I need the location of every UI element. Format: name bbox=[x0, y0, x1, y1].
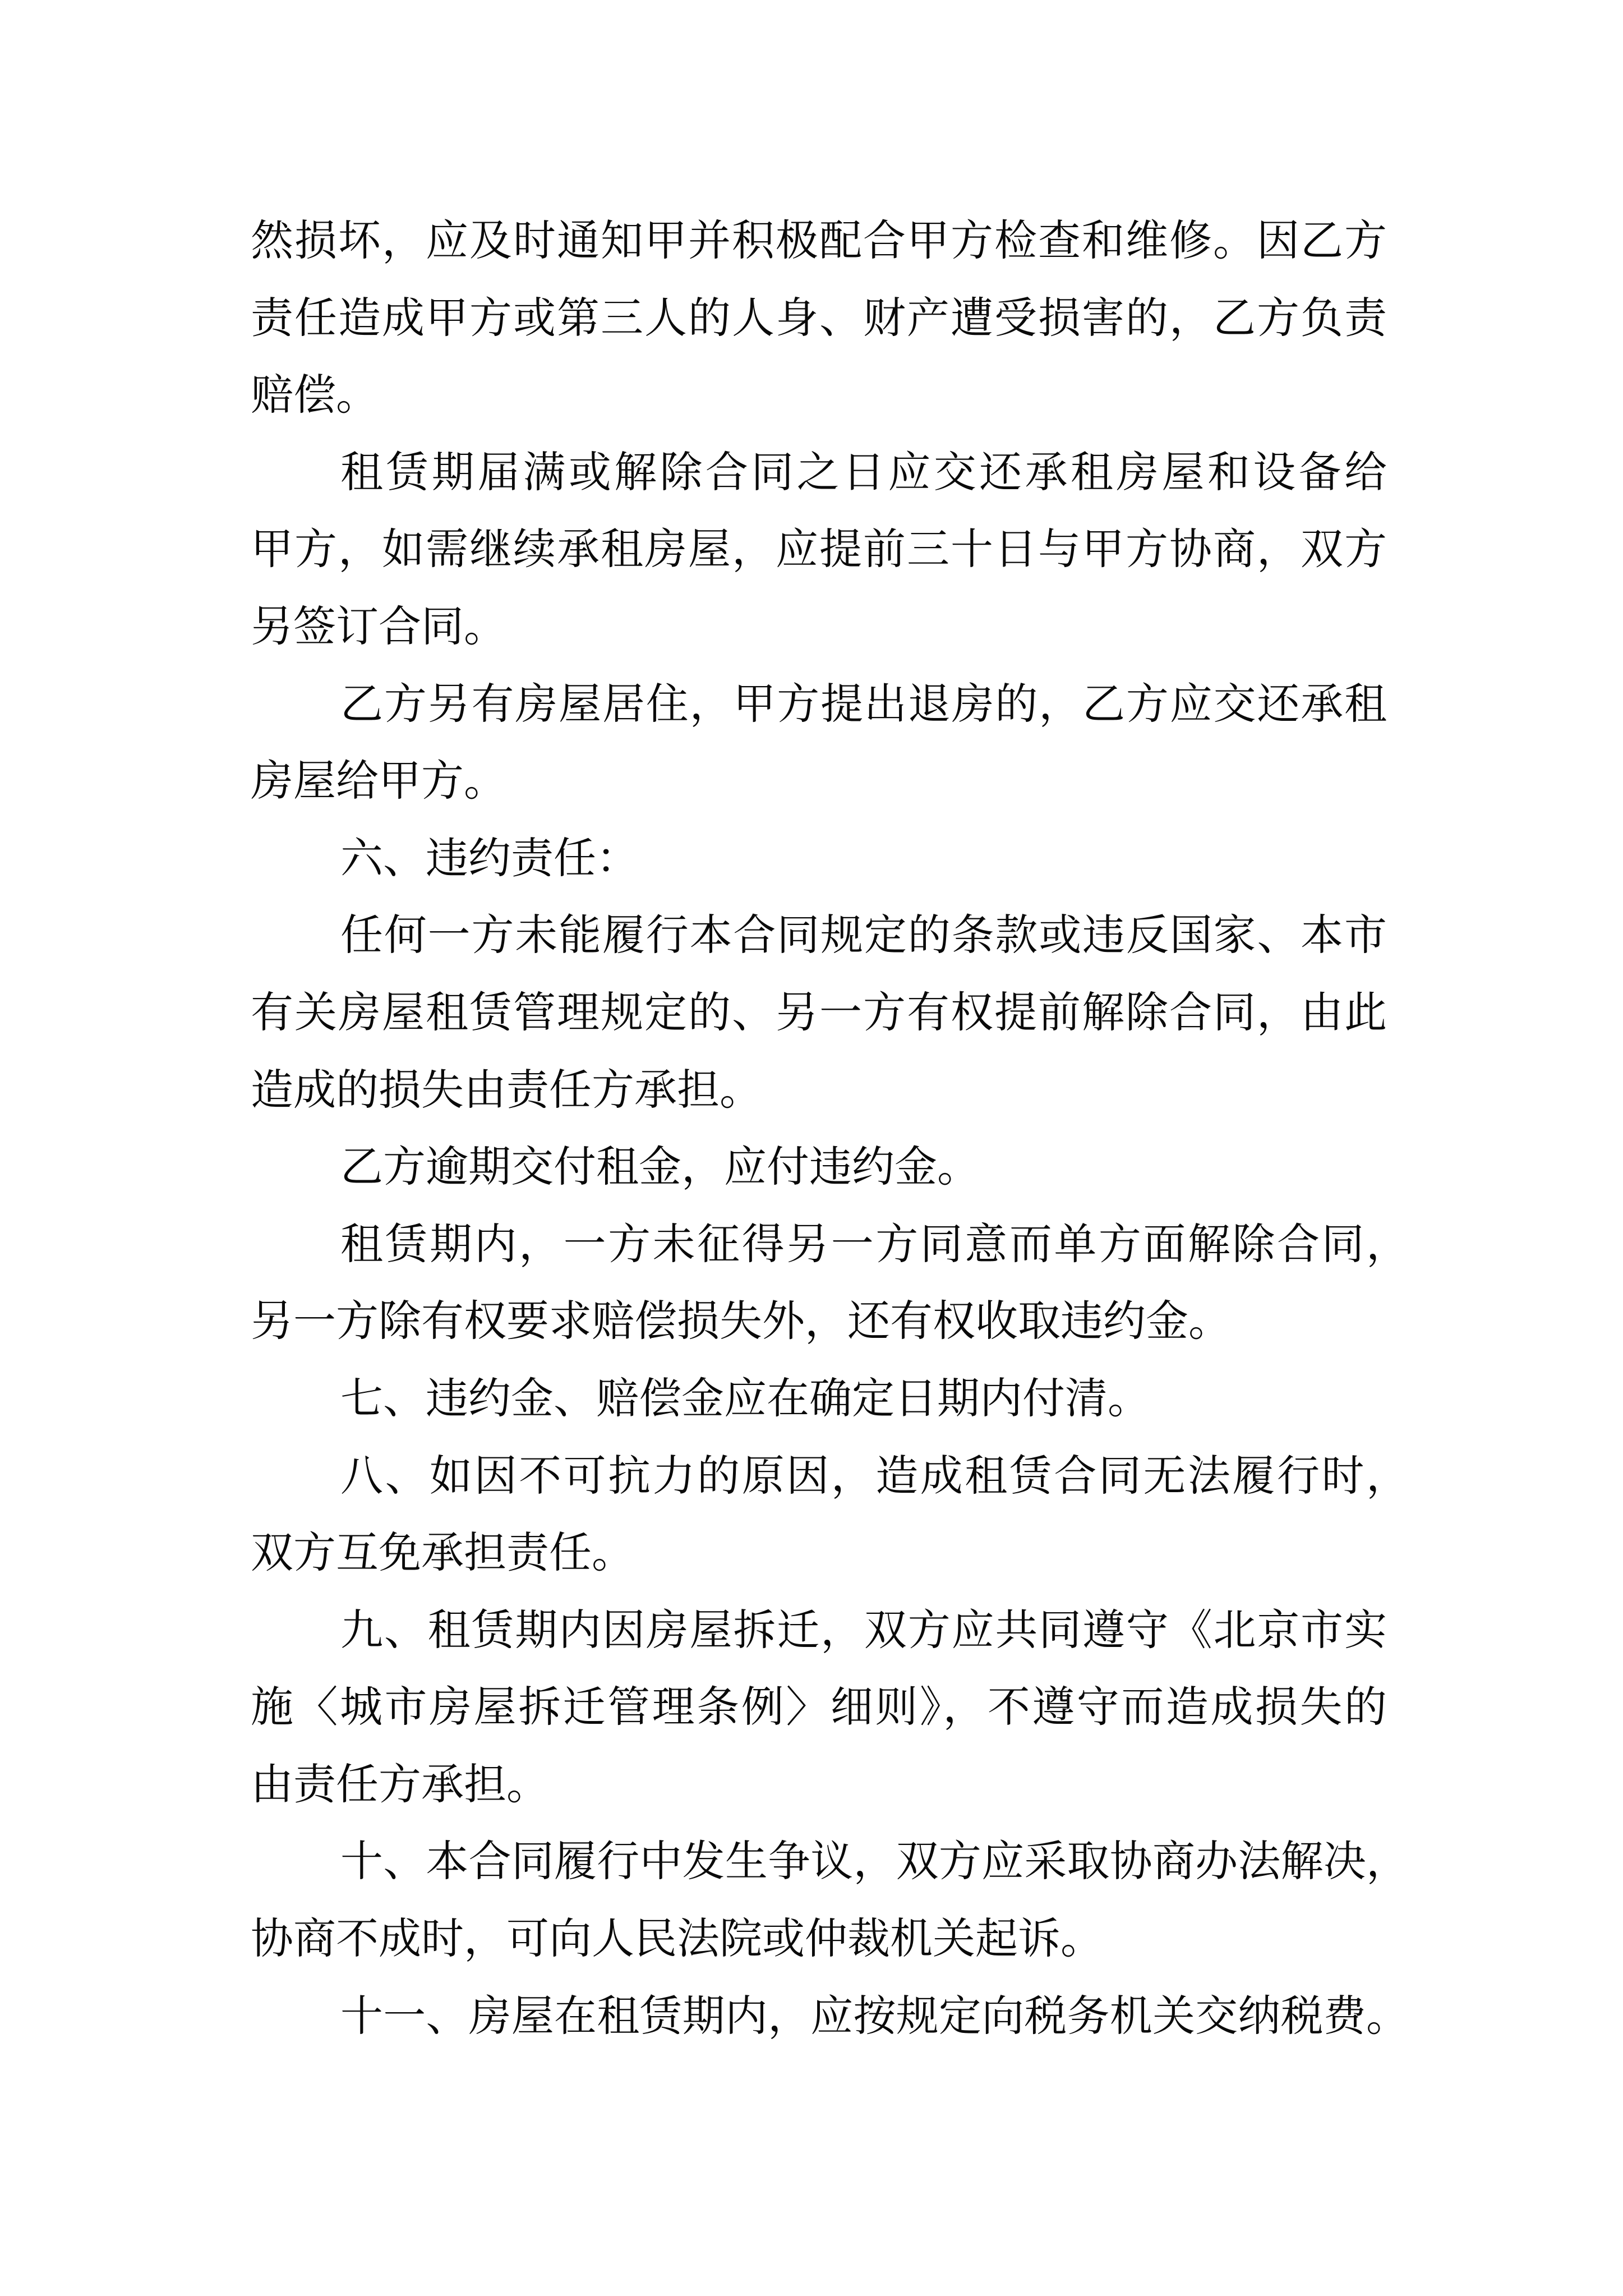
text-line: 十一、房屋在租赁期内，应按规定向税务机关交纳税费。 bbox=[340, 1990, 1409, 2041]
section-heading-text: 六、违约责任： bbox=[340, 832, 639, 883]
text-line: 另一方除有权要求赔偿损失外，还有权收取违约金。 bbox=[251, 1296, 1231, 1346]
text-line: 九、租赁期内因房屋拆迁，双方应共同遵守《北京市实 bbox=[340, 1604, 1387, 1655]
text-line: 八、如因不可抗力的原因，造成租赁合同无法履行时， bbox=[340, 1450, 1409, 1501]
text-line: 乙方逾期交付租金，应付违约金。 bbox=[340, 1142, 980, 1192]
clause-paragraph bbox=[251, 1360, 1387, 1437]
text-line: 有关房屋租赁管理规定的、另一方有权提前解除合同，由此 bbox=[251, 987, 1387, 1037]
text-line: 协商不成时，可向人民法院或仲裁机关起诉。 bbox=[251, 1913, 1103, 1964]
text-line: 由责任方承担。 bbox=[251, 1759, 549, 1809]
text-line: 租赁期内，一方未征得另一方同意而单方面解除合同， bbox=[340, 1218, 1409, 1269]
text-line: 另签订合同。 bbox=[251, 601, 506, 651]
text-line: 房屋给甲方。 bbox=[251, 756, 506, 806]
document-body bbox=[251, 202, 1409, 2054]
clause-paragraph-continued bbox=[251, 202, 1387, 434]
text-line: 施〈城市房屋拆迁管理条例〉细则》，不遵守而造成损失的 bbox=[251, 1682, 1387, 1732]
clause-paragraph bbox=[251, 1205, 1409, 1360]
section-heading bbox=[251, 820, 1387, 897]
text-line: 赔偿。 bbox=[251, 370, 379, 420]
clause-paragraph bbox=[251, 1128, 1387, 1205]
text-line: 然损坏，应及时通知甲并积极配合甲方检查和维修。因乙方 bbox=[251, 215, 1387, 265]
text-line: 十、本合同履行中发生争议，双方应采取协商办法解决， bbox=[340, 1836, 1409, 1887]
text-line: 双方互免承担责任。 bbox=[251, 1527, 634, 1578]
clause-paragraph bbox=[251, 1977, 1409, 2055]
clause-paragraph bbox=[251, 896, 1387, 1128]
clause-paragraph bbox=[251, 1437, 1409, 1591]
text-line: 造成的损失由责任方承担。 bbox=[251, 1064, 762, 1115]
clause-paragraph bbox=[251, 1823, 1409, 1977]
text-line: 租赁期届满或解除合同之日应交还承租房屋和设备给 bbox=[340, 447, 1387, 497]
text-line: 七、违约金、赔偿金应在确定日期内付清。 bbox=[340, 1373, 1150, 1423]
text-line: 责任造成甲方或第三人的人身、财产遭受损害的，乙方负责 bbox=[251, 292, 1387, 343]
clause-paragraph bbox=[251, 665, 1387, 820]
text-line: 甲方，如需继续承租房屋，应提前三十日与甲方协商，双方 bbox=[251, 524, 1387, 574]
text-line: 任何一方未能履行本合同规定的条款或违反国家、本市 bbox=[340, 910, 1387, 960]
clause-paragraph bbox=[251, 434, 1387, 665]
text-line: 乙方另有房屋居住，甲方提出退房的，乙方应交还承租 bbox=[340, 678, 1387, 729]
clause-paragraph bbox=[251, 1591, 1387, 1823]
